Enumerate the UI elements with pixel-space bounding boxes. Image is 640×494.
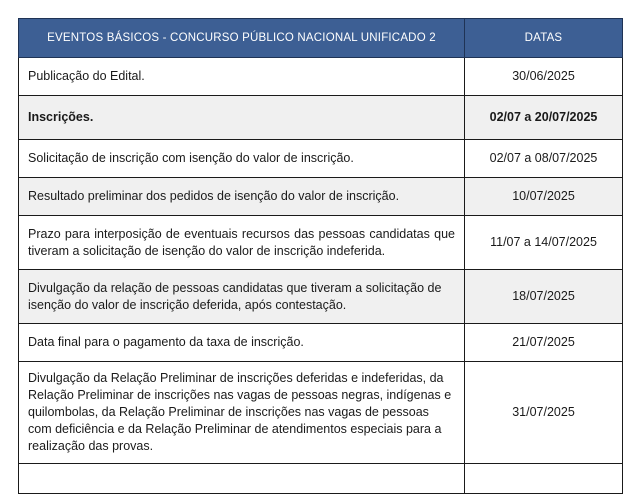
date-cell: 02/07 a 20/07/2025 — [465, 96, 623, 140]
event-cell: Divulgação da relação de pessoas candidatas que tiveram a solicitação de isenção do valor de inscrição deferida, após contestação. — [19, 270, 465, 324]
event-cell: Resultado preliminar dos pedidos de isenção do valor de inscrição. — [19, 178, 465, 216]
date-cell: 30/06/2025 — [465, 58, 623, 96]
header-row — [19, 19, 623, 58]
event-cell: Divulgação da Relação Preliminar de inscrições deferidas e indeferidas, da Relação Preliminar de inscrições nas vagas de pessoas negras, indígenas e quilombolas, da Relação Preliminar de inscrições nas vagas de pessoas com deficiência e da Relação Preliminar de atendimentos especiais para a realização das provas. — [19, 362, 465, 464]
date-cell: 10/07/2025 — [465, 178, 623, 216]
date-cell: 02/07 a 08/07/2025 — [465, 140, 623, 178]
event-cell: Solicitação de inscrição com isenção do valor de inscrição. — [19, 140, 465, 178]
header-dates: DATAS — [465, 19, 623, 58]
event-cell: Inscrições. — [19, 96, 465, 140]
table-row — [19, 178, 623, 216]
table-row — [19, 140, 623, 178]
table-row — [19, 324, 623, 362]
event-cell: Data final para o pagamento da taxa de inscrição. — [19, 324, 465, 362]
table-row — [19, 362, 623, 464]
date-cell: 31/07/2025 — [465, 362, 623, 464]
table-row — [19, 216, 623, 270]
date-cell: 18/07/2025 — [465, 270, 623, 324]
event-cell: Publicação do Edital. — [19, 58, 465, 96]
table-row — [19, 58, 623, 96]
event-cell — [19, 464, 465, 494]
date-cell: 11/07 a 14/07/2025 — [465, 216, 623, 270]
header-events: EVENTOS BÁSICOS - CONCURSO PÚBLICO NACIONAL UNIFICADO 2 — [19, 19, 465, 58]
table-row — [19, 464, 623, 494]
date-cell — [465, 464, 623, 494]
date-cell: 21/07/2025 — [465, 324, 623, 362]
table-row — [19, 270, 623, 324]
event-cell: Prazo para interposição de eventuais recursos das pessoas candidatas que tiveram a solicitação de isenção do valor de inscrição indeferida. — [19, 216, 465, 270]
table-row — [19, 96, 623, 140]
schedule-table — [18, 18, 623, 494]
